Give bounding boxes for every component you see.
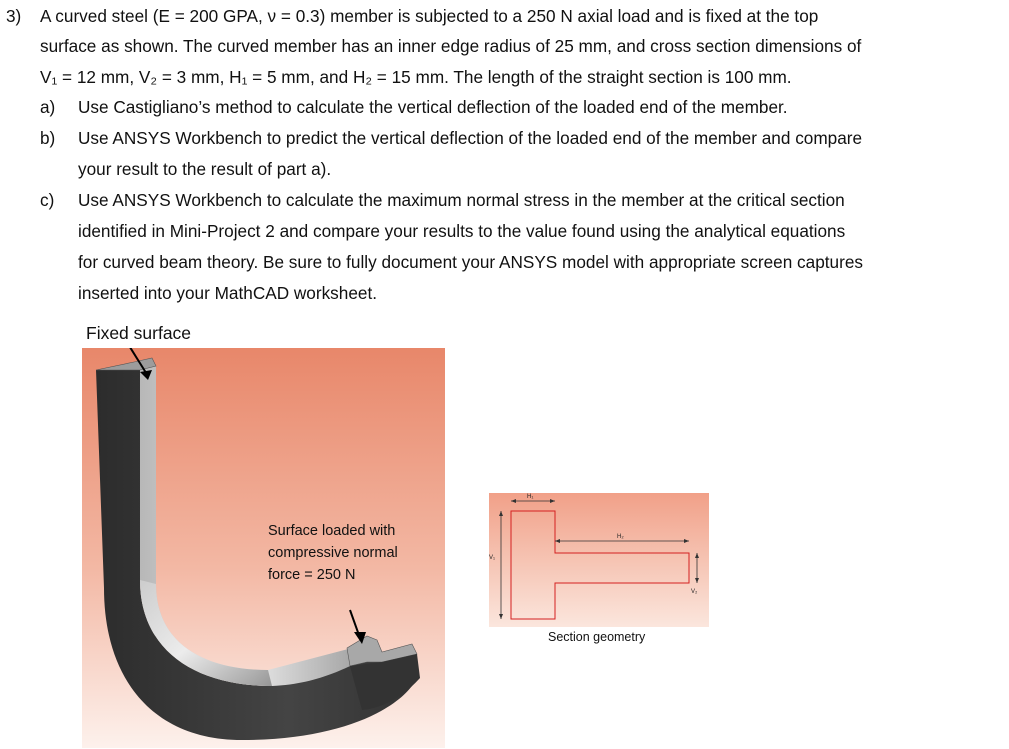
intro-line-1: A curved steel (E = 200 GPA, ν = 0.3) member is subjected to a 250 N axial load and is fixed at the top	[40, 6, 819, 26]
section-geometry-diagram	[489, 493, 709, 627]
part-b-line-1: Use ANSYS Workbench to predict the vertical deflection of the loaded end of the member and compare	[78, 128, 863, 148]
part-b-line-2: your result to the result of part a).	[78, 159, 332, 179]
section-outline	[511, 511, 689, 619]
part-c-line-2: identified in Mini-Project 2 and compare your results to the value found using the analytical equations	[78, 221, 846, 241]
load-label-line-2: compressive normal	[268, 545, 398, 561]
part-c-line-1: Use ANSYS Workbench to calculate the maximum normal stress in the member at the critical section	[78, 190, 845, 210]
h1-label: H₁	[527, 494, 534, 500]
part-a-line-1: Use Castigliano’s method to calculate the vertical deflection of the loaded end of the member.	[78, 97, 788, 117]
v2-dimension	[695, 553, 699, 583]
intro-line-3: V₁ = 12 mm, V₂ = 3 mm, H₁ = 5 mm, and H₂ = 15 mm. The length of the straight section is 100 mm.	[40, 67, 792, 87]
section-geometry-panel	[489, 493, 709, 627]
part-a-label: a)	[40, 97, 56, 117]
h2-label: H₂	[617, 534, 624, 540]
load-label-line-3: force = 250 N	[268, 567, 356, 583]
part-b-label: b)	[40, 128, 56, 148]
section-caption: Section geometry	[548, 630, 646, 644]
v2-label: V₂	[691, 589, 698, 595]
part-c-line-3: for curved beam theory. Be sure to fully document your ANSYS model with appropriate screen captures	[78, 252, 863, 272]
intro-line-2: surface as shown. The curved member has an inner edge radius of 25 mm, and cross section dimensions of	[40, 36, 862, 56]
v1-dimension	[499, 511, 503, 619]
v1-label: V₁	[489, 555, 496, 561]
part-c-line-4: inserted into your MathCAD worksheet.	[78, 283, 378, 303]
problem-number: 3)	[6, 6, 22, 26]
load-label-line-1: Surface loaded with	[268, 523, 396, 539]
part-c-label: c)	[40, 190, 55, 210]
fixed-surface-label: Fixed surface	[86, 323, 192, 343]
